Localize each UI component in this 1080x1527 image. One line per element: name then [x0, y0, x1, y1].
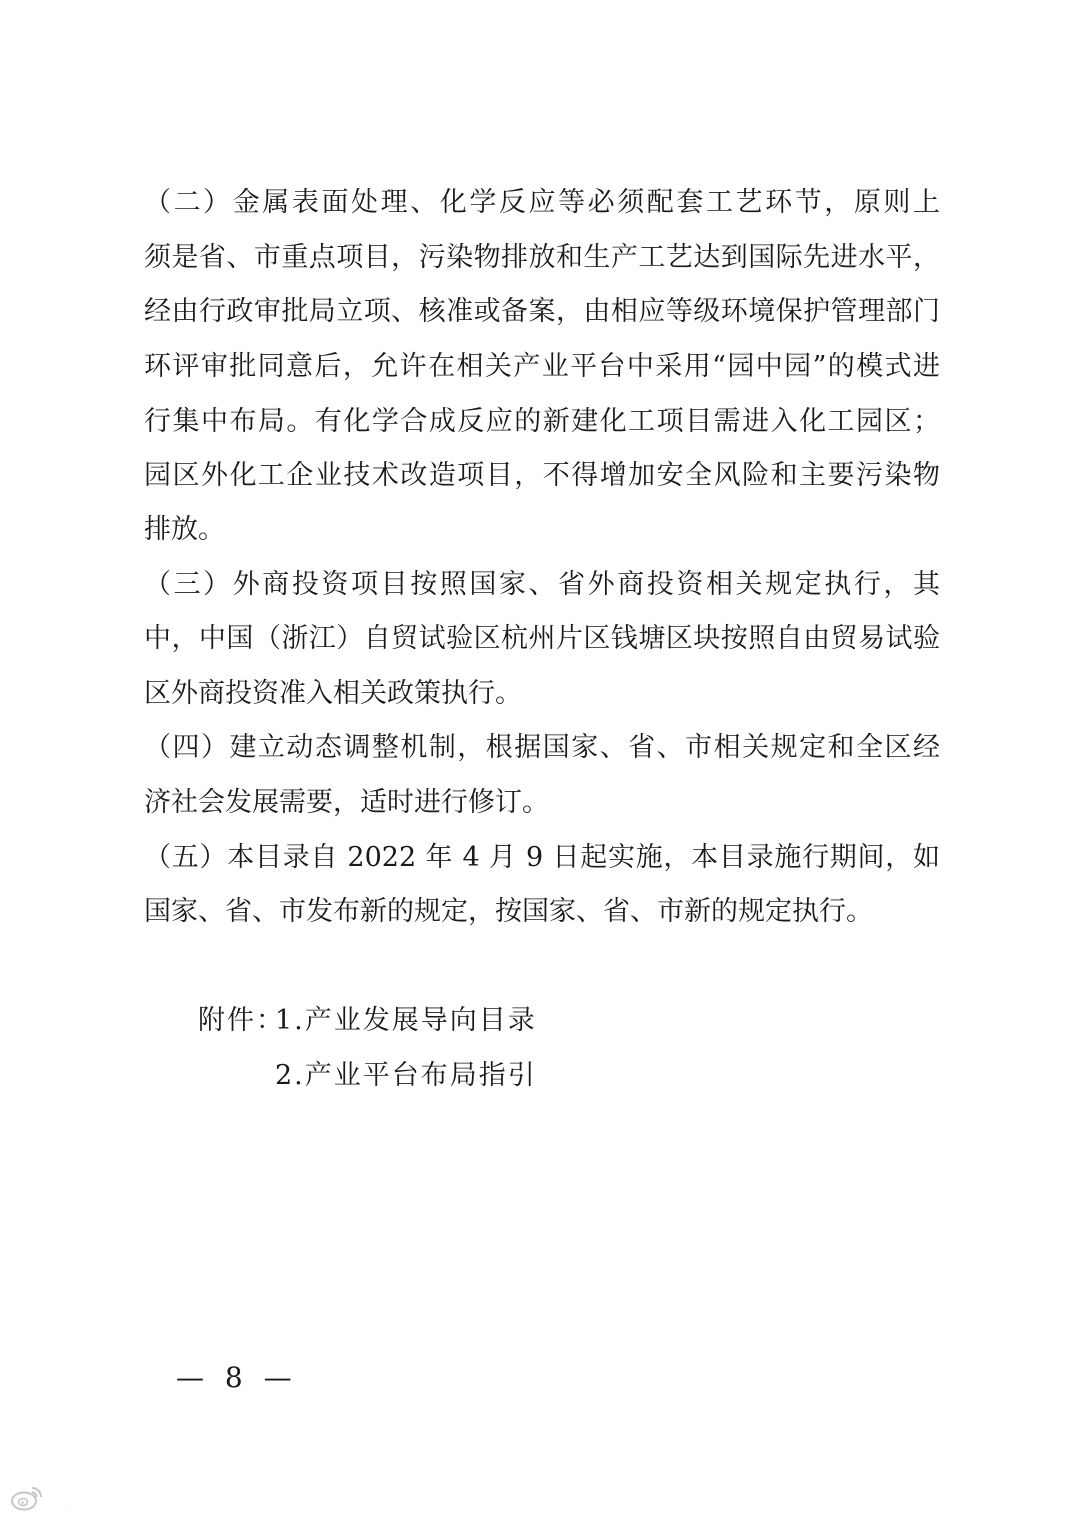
- paragraph-3-line-2: 中，中国（浙江）自贸试验区杭州片区钱塘区块按照自由贸易试验: [144, 623, 940, 654]
- paragraph-5-line-2: 国家、省、市发布新的规定，按国家、省、市新的规定执行。: [144, 896, 873, 927]
- paragraph-2-line-7: 排放。: [144, 514, 225, 545]
- paragraph-2-line-6: 园区外化工企业技术改造项目，不得增加安全风险和主要污染物: [144, 460, 940, 491]
- paragraph-5-line-1: （五）本目录自 2022 年 4 月 9 日起实施，本目录施行期间，如: [144, 842, 940, 873]
- weibo-logo-icon: [10, 1484, 44, 1512]
- paragraph-2-line-5: 行集中布局。有化学合成反应的新建化工项目需进入化工园区；: [144, 406, 940, 437]
- attachment-item-2: 2.产业平台布局指引: [275, 1060, 537, 1091]
- paragraph-3-line-3: 区外商投资准入相关政策执行。: [144, 678, 522, 709]
- attachments-label: 附件：: [198, 1005, 285, 1036]
- paragraph-2-line-4: 环评审批同意后，允许在相关产业平台中采用“园中园”的模式进: [144, 351, 940, 382]
- page-number: — 8 —: [176, 1361, 298, 1394]
- watermark: [10, 1480, 150, 1515]
- paragraph-4-line-1: （四）建立动态调整机制，根据国家、省、市相关规定和全区经: [144, 732, 940, 763]
- paragraph-2-line-3: 经由行政审批局立项、核准或备案，由相应等级环境保护管理部门: [144, 296, 940, 327]
- paragraph-4-line-2: 济社会发展需要，适时进行修订。: [144, 787, 549, 818]
- paragraph-2-line-2: 须是省、市重点项目，污染物排放和生产工艺达到国际先进水平，: [144, 242, 940, 273]
- watermark-text: 大数跨境: [50, 1486, 150, 1514]
- attachment-item-1: 1.产业发展导向目录: [275, 1005, 537, 1036]
- paragraph-2-line-1: （二）金属表面处理、化学反应等必须配套工艺环节，原则上: [144, 187, 940, 218]
- paragraph-3-line-1: （三）外商投资项目按照国家、省外商投资相关规定执行，其: [144, 569, 940, 600]
